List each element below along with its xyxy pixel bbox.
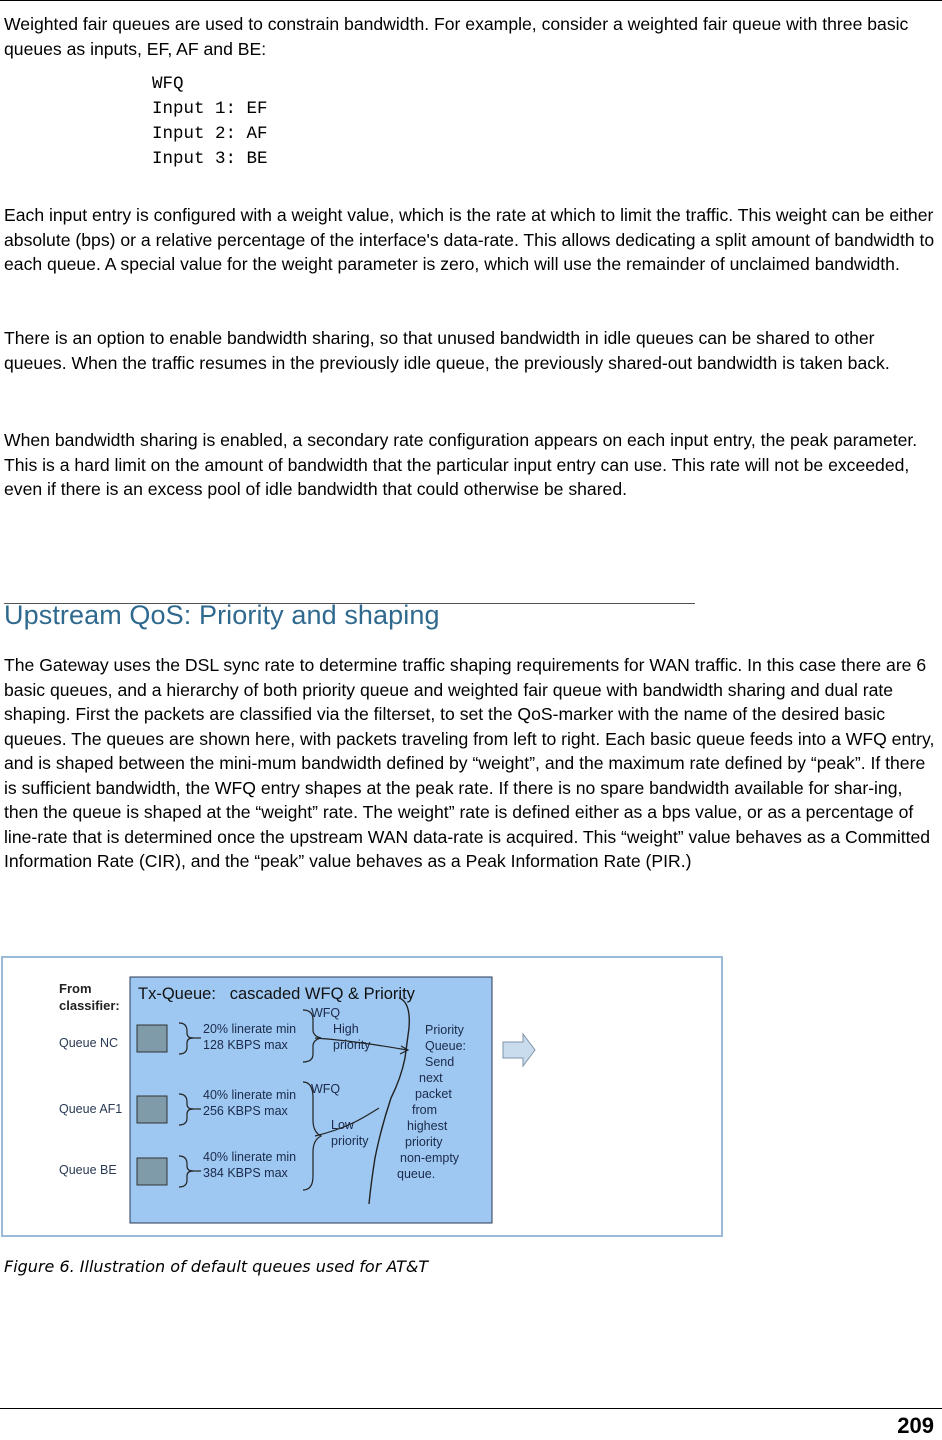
priority-text-line: Send — [425, 1055, 455, 1069]
wfq-high-label: WFQ — [311, 1006, 341, 1020]
rate-min-be: 40% linerate min — [203, 1150, 297, 1164]
priority-text-line: non-empty — [400, 1151, 460, 1165]
output-arrow-icon — [503, 1034, 535, 1066]
code-block-wfq — [152, 72, 268, 172]
priority-text-line: packet — [415, 1087, 452, 1101]
code-line: Input 1: EF — [152, 99, 268, 119]
priority-text-line: Priority — [425, 1023, 464, 1037]
classifier-label: classifier: — [59, 998, 120, 1013]
queue-box-nc — [137, 1025, 167, 1052]
paragraph-upstream-qos: The Gateway uses the DSL sync rate to determine traffic shaping requirements for WAN traffic. In this case there are 6 basic queues, and a hierarchy of both priority queue and weighted fair queue with bandwidth sharing and dual rate shaping. First the packets are classified via the filterset, to set the QoS-marker with the name of the desired basic queues. The queues are shown here, with packets traveling from left to right. Each basic queue feeds into a WFQ entry, and is shaped between the mini-mum bandwidth defined by “weight”, and the maximum rate defined by “peak”. If there is sufficient bandwidth, the WFQ entry shapes at the peak rate. If there is no spare bandwidth available for shar-ing, then the queue is shaped at the “weight” rate. The weight” rate is defined either as a bps value, or as a percentage of line-rate that is determined once the upstream WAN data-rate is acquired. This “weight” value behaves as a Committed Information Rate (CIR), and the “peak” value behaves as a Peak Information Rate (PIR.) — [4, 655, 935, 871]
wfq-low-line2: priority — [331, 1134, 369, 1148]
rate-max-nc: 128 KBPS max — [203, 1038, 288, 1052]
wfq-high-line2: priority — [333, 1038, 371, 1052]
code-line: Input 3: BE — [152, 149, 268, 169]
queue-box-be — [137, 1158, 167, 1185]
page-number: 209 — [897, 1413, 934, 1438]
bottom-rule — [0, 1408, 942, 1409]
rate-max-be: 384 KBPS max — [203, 1166, 288, 1180]
priority-text-line: priority — [405, 1135, 443, 1149]
top-rule — [0, 0, 942, 1]
code-line: WFQ — [152, 74, 184, 94]
priority-text-line: next — [419, 1071, 443, 1085]
code-line: Input 2: AF — [152, 124, 268, 144]
paragraph-weight-value: Each input entry is configured with a weight value, which is the rate at which to limit the traffic. This weight can be either absolute (bps) or a relative percentage of the interface's data-rate. This allows dedicating a split amount of bandwidth to each queue. A special value for the weight parameter is zero, which will use the remainder of unclaimed bandwidth. — [4, 205, 935, 274]
figure-queues-diagram — [1, 956, 723, 1237]
priority-text-line: queue. — [397, 1167, 436, 1181]
priority-text-line: highest — [407, 1119, 448, 1133]
figure-caption: Figure 6. Illustration of default queues used for AT&T — [4, 1257, 429, 1276]
queue-label-be: Queue BE — [59, 1163, 117, 1177]
queue-box-af1 — [137, 1096, 167, 1123]
queue-label-nc: Queue NC — [59, 1036, 119, 1050]
rate-min-nc: 20% linerate min — [203, 1022, 297, 1036]
priority-text-line: from — [412, 1103, 437, 1117]
priority-text-line: Queue: — [425, 1039, 467, 1053]
queues-diagram-svg — [3, 958, 721, 1235]
rate-max-af1: 256 KBPS max — [203, 1104, 288, 1118]
wfq-high-line1: High — [333, 1022, 359, 1036]
rate-min-af1: 40% linerate min — [203, 1088, 297, 1102]
wfq-low-line1: Low — [331, 1118, 354, 1132]
paragraph-peak-parameter: When bandwidth sharing is enabled, a secondary rate configuration appears on each input entry, the peak parameter. This is a hard limit on the amount of bandwidth that the particular input entry can use. This rate will not be exceeded, even if there is an excess pool of idle bandwidth that could otherwise be shared. — [4, 430, 918, 499]
tx-queue-title: Tx-Queue: cascaded WFQ & Priority — [138, 985, 415, 1003]
queue-label-af1: Queue AF1 — [59, 1102, 123, 1116]
wfq-low-label: WFQ — [311, 1082, 341, 1096]
section-heading: Upstream QoS: Priority and shaping — [4, 600, 440, 630]
paragraph-wfq-intro: Weighted fair queues are used to constrain bandwidth. For example, consider a weighted fair queue with three basic queues as inputs, EF, AF and BE: — [4, 14, 909, 59]
from-label: From — [59, 981, 92, 996]
paragraph-bandwidth-sharing: There is an option to enable bandwidth sharing, so that unused bandwidth in idle queues can be shared to other queues. When the traffic resumes in the previously idle queue, the previously shared-out bandwidth is taken back. — [4, 328, 890, 373]
